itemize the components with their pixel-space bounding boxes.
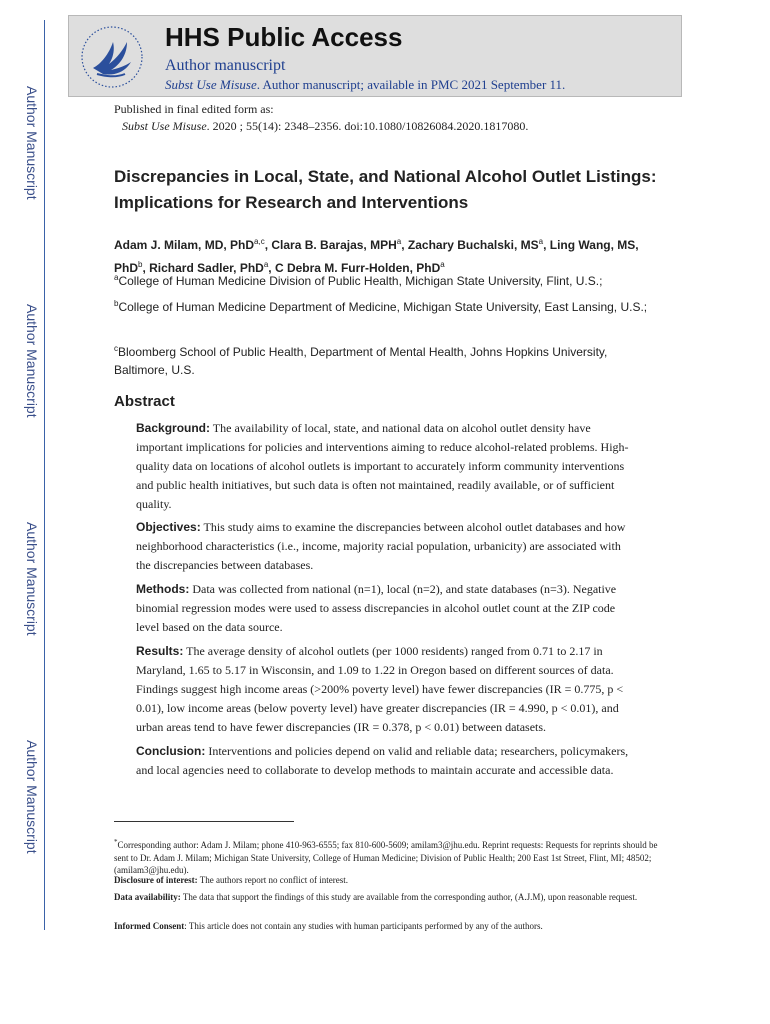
sidebar-rule	[44, 20, 45, 930]
affiliation: $^b$College of Human Medicine Department of Medicine, Michigan State University, East Lansing, U.S.;	[114, 299, 648, 314]
abstract-methods: Methods: Data was collected from national (n=1), local (n=2), and state databases (n=3). Negative binomial regression modes were used to assess discrepancies in alcohol outlet count at the ZIP code level based on the data source.	[136, 582, 617, 634]
footnote-disclosure: Disclosure of interest: The authors report no conflict of interest.	[114, 875, 348, 885]
sidebar-label: Author Manuscript	[24, 740, 40, 854]
footnote-corresponding: *Corresponding author: Adam J. Milam; phone 410-963-6555; fax 810-600-5609; amilam3@jhu.edu. Reprint requests: Requests for reprints should be sent to Dr. Adam J. Milam; Michigan State University, College of Human Medicine; Division of Public Health; 200 East 1st Street, Flint, MI; 48502; (amilam3@jhu.edu).	[114, 838, 658, 875]
author-name: C Debra M. Furr-Holden, PhD	[274, 261, 441, 275]
author-affiliation-marker: a	[440, 260, 445, 269]
footnote-divider	[114, 821, 294, 822]
published-label: Published in final edited form as:	[114, 102, 274, 116]
article-title: Discrepancies in Local, State, and National Alcohol Outlet Listings: Implications for Research and Interventions	[114, 167, 657, 212]
author-separator: ,	[401, 238, 408, 252]
hhs-eagle-logo	[79, 24, 145, 90]
author-name: Clara B. Barajas, MPH	[271, 238, 397, 252]
header-subtitle: Author manuscript	[165, 57, 286, 74]
sidebar-label: Author Manuscript	[24, 522, 40, 636]
published-citation: Subst Use Misuse. 2020 ; 55(14): 2348–2356. doi:10.1080/10826084.2020.1817080.	[122, 119, 529, 133]
author-affiliation-marker: a,c	[254, 237, 265, 246]
abstract-conclusion: Conclusion: Interventions and policies depend on valid and reliable data; researchers, policymakers, and local agencies need to collaborate to develop methods to maintain accurate and accessible data.	[136, 744, 629, 777]
abstract-results: Results: The average density of alcohol outlets (per 1000 residents) ranged from 0.71 to 2.17 in Maryland, 1.65 to 5.17 in Wisconsin, and 1.09 to 1.22 in Oregon based on different sources of data. Findings suggest high income areas (>200% poverty level) have fewer discrepancies (IR = 0.775, p < 0.01), low income areas (below poverty level) have greater discrepancies (IR = 4.990, p < 0.01), and urban areas tend to have fewer discrepancies (IR = 0.378, p < 0.01) between datasets.	[136, 644, 624, 734]
author-name: Adam J. Milam, MD, PhD	[114, 238, 255, 252]
sidebar-label: Author Manuscript	[24, 86, 40, 200]
author-name: Ling Wang, MS, PhD	[114, 238, 639, 275]
header-title: HHS Public Access	[165, 22, 403, 52]
author-separator: ,	[264, 238, 272, 252]
journal-link[interactable]: Subst Use Misuse	[165, 77, 257, 92]
affiliation: $^a$College of Human Medicine Division of Public Health, Michigan State University, Flint, U.S.;	[114, 273, 603, 288]
header-citation: Subst Use Misuse. Author manuscript; available in PMC 2021 September 11.	[165, 77, 566, 92]
author-name: Zachary Buchalski, MS	[407, 238, 539, 252]
abstract-objectives: Objectives: This study aims to examine the discrepancies between alcohol outlet databases and how neighborhood characteristics (i.e., income, majority racial population, urbanicity) are associated with the discrepancies between databases.	[136, 520, 626, 572]
abstract-heading: Abstract	[114, 393, 175, 410]
author-affiliation-marker: a	[396, 237, 402, 246]
sidebar-label: Author Manuscript	[24, 304, 40, 418]
author-affiliation-marker: b	[138, 260, 143, 269]
published-block	[114, 101, 528, 135]
footnote-data-availability: Data availability: The data that support the findings of this study are available from the corresponding author, (A.J.M), upon reasonable request.	[114, 892, 638, 902]
author-separator: ,	[142, 261, 150, 275]
author-affiliation-marker: a	[263, 260, 269, 269]
author-affiliation-marker: a	[538, 237, 544, 246]
hhs-header	[68, 15, 682, 97]
footnote-consent: Informed Consent: This article does not contain any studies with human participants performed by any of the authors.	[114, 921, 543, 931]
affiliation: $^c$Bloomberg School of Public Health, Department of Mental Health, Johns Hopkins University, Baltimore, U.S.	[114, 344, 608, 377]
abstract-background: Background: The availability of local, state, and national data on alcohol outlet density have important implications for policies and interventions aiming to reduce alcohol-related problems. High-quality data on locations of alcohol outlets is important to accurately inform community interventions and public health initiatives, but such data is often not maintained, readily available, or of sufficient quality.	[136, 421, 629, 511]
author-separator: ,	[543, 238, 550, 252]
author-separator: ,	[268, 261, 275, 275]
author-name: Richard Sadler, PhD	[149, 261, 264, 275]
